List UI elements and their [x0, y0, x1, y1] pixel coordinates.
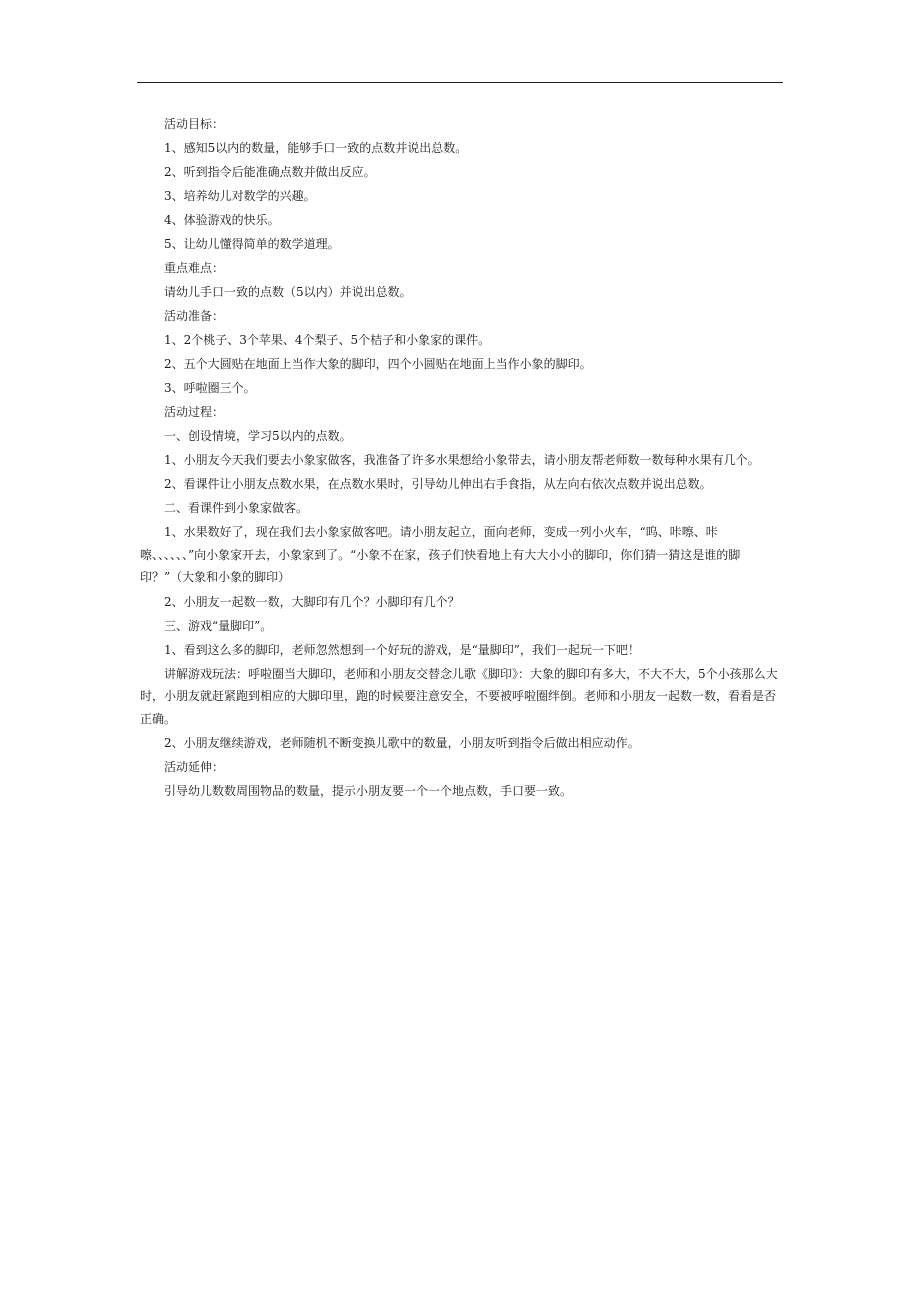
preparation-item-2: 2、五个大圆贴在地面上当作大象的脚印，四个小圆贴在地面上当作小象的脚印。 — [164, 357, 592, 371]
extension-text: 引导幼儿数数周围物品的数量，提示小朋友要一个一个地点数，手口要一致。 — [164, 784, 573, 798]
process-step-1-2: 2、看课件让小朋友点数水果，在点数水果时，引导幼儿伸出右手食指，从左向右依次点数并说出总数。 — [164, 477, 712, 491]
goal-item-1: 1、感知5以内的数量，能够手口一致的点数并说出总数。 — [164, 141, 468, 155]
process-step-3-1: 1、看到这么多的脚印，老师忽然想到一个好玩的游戏，是“量脚印”，我们一起玩一下吧！ — [164, 642, 640, 657]
heading-process: 活动过程： — [164, 405, 225, 419]
preparation-item-1: 1、2个桃子、3个苹果、4个梨子、5个桔子和小象家的课件。 — [164, 333, 491, 347]
process-section-3: 三、游戏“量脚印”。 — [164, 618, 273, 633]
heading-preparation: 活动准备： — [164, 309, 225, 323]
goal-item-3: 3、培养幼儿对数学的兴趣。 — [164, 189, 316, 203]
goal-item-5: 5、让幼儿懂得简单的数学道理。 — [164, 237, 340, 251]
preparation-item-3: 3、呼啦圈三个。 — [164, 381, 256, 395]
document-body — [140, 112, 782, 803]
header-rule — [137, 82, 783, 83]
game-rules-text: 讲解游戏玩法：呼啦圈当大脚印，老师和小朋友交替念儿歌《脚印》：大象的脚印有多大，不大不大，5个小孩那么大时，小朋友就赶紧跑到相应的大脚印里，跑的时候要注意安全，不要被呼啦圈绊倒。老师和小朋友一起数一数，看看是否正确。 — [140, 666, 778, 726]
process-step-2-2: 2、小朋友一起数一数，大脚印有几个？小脚印有几个？ — [164, 594, 460, 609]
process-section-1: 一、创设情境，学习5以内的点数。 — [164, 429, 352, 443]
process-section-2: 二、看课件到小象家做客。 — [164, 501, 309, 515]
process-step-2-1: 1、水果数好了，现在我们去小象家做客吧。请小朋友起立，面向老师，变成一列小火车，“呜、咔嚓、咔嚓、、、、、、”向小象家开去，小象家到了。“小象不在家，孩子们快看地上有大大小小的脚印，你们猜一猜这是谁的脚印？”（大象和小象的脚印） — [140, 525, 741, 584]
process-step-1-1: 1、小朋友今天我们要去小象家做客，我准备了许多水果想给小象带去，请小朋友帮老师数一数每种水果有几个。 — [164, 453, 760, 467]
heading-extension: 活动延伸： — [164, 760, 225, 774]
goal-item-4: 4、体验游戏的快乐。 — [164, 213, 280, 227]
heading-goals: 活动目标： — [164, 117, 225, 131]
heading-key-points: 重点难点： — [164, 261, 225, 275]
key-points-text: 请幼儿手口一致的点数（5以内）并说出总数。 — [164, 285, 412, 299]
process-step-3-2: 2、小朋友继续游戏，老师随机不断变换儿歌中的数量，小朋友听到指令后做出相应动作。 — [164, 736, 640, 750]
goal-item-2: 2、听到指令后能准确点数并做出反应。 — [164, 165, 376, 179]
